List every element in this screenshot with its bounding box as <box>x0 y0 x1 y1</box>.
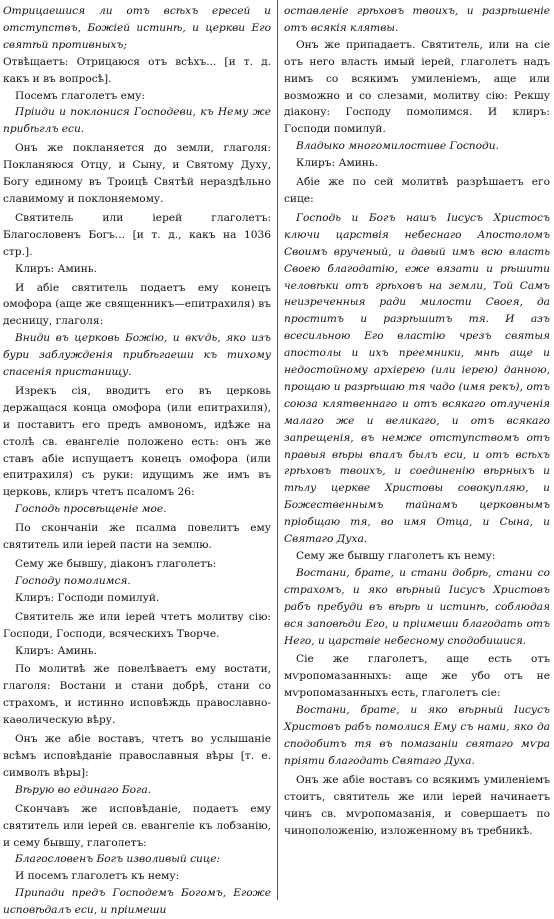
text-line: Востани, брате, и яко вѣрный Іисусъ Христовъ рабъ помолися Ему съ нами, яко да сподобитъ тя въ помазаніи святаго мѵра пріяти благодать Святаго Духа. <box>284 704 550 767</box>
text-line: Отрицаешися ли отъ всѣхъ ересей и отступствъ, Божіей истинѣ, и церкви Его святѣй противныхъ; <box>3 5 271 51</box>
text-line: Святитель или іерей глаголетъ: Благословенъ Богъ... [и т. д., какъ на 1036 стр.]. <box>3 211 271 258</box>
text-line: Пріиди и поклонися Господеви, къ Нему же прибѣглъ еси. <box>3 106 271 136</box>
text-line: Вѣрую во единаго Бога. <box>15 783 152 796</box>
text-line: Владыко многомилостиве Господи. <box>296 140 499 153</box>
text-line: Припади предъ Господемъ Богомъ, Егоже исповѣдалъ еси, и пріимеши <box>3 887 271 917</box>
text-line: По молитвѣ же повелѣваетъ ему востати, глаголя: Востани и стани добрѣ, стани со страхомъ, и истинно исповѣждь православно-каѳолическую вѣру. <box>3 663 271 727</box>
right-column <box>284 3 550 839</box>
text-line: И посемъ глаголетъ къ нему: <box>15 870 180 883</box>
text-line: Господь просвѣщеніе мое. <box>15 503 167 516</box>
text-line: Востани, брате, и стани добрѣ, стани со страхомъ, и яко вѣрный Іисусъ Христовъ рабъ пребуди въ вѣрѣ и истинѣ, соблюдая вся заповѣди Его, и пріимеши благодать отъ Него, и царствіе небесному сподобишися. <box>284 566 550 647</box>
column-divider <box>277 0 278 900</box>
text-line: Сему же бывшу, діаконъ глаголетъ: <box>15 558 217 570</box>
text-line: Отвѣщаетъ: Отрицаюся отъ всѣхъ... [и т. д. какъ и въ вопросѣ]. <box>3 55 271 85</box>
text-line: Господь и Богъ нашъ Іисусъ Христосъ ключи царствія небеснаго Апостоломъ Своимъ врученый, и давый имъ всю власть Своею благодатію, еже вязати и рѣшити человѣки отъ грѣховъ на земли, Той Самъ неизреченныя ради милости Своея, да проститъ и разрѣшитъ тя. И азъ всесильною Его властію чрезъ святыя апостолы и ихъ преемники, мнѣ аще и недостойному архіерею (или іерею) данною, прощаю и разрѣшаю тя чадо (имя рекъ), отъ союза клятвеннаго и отъ всякаго отлученія малаго же и великаго, и отъ всякаго запрещенія, въ немже отступствомъ отъ правыя вѣры впалъ былъ еси, и отъ всѣхъ грѣховъ твоихъ, и соединенію вѣрныхъ и тѣлу церкве Христовы совокупляю, и Божественнымъ тайнамъ церковнымъ пріобщаю тя, во имя Отца, и Сына, и Святаго Духа. <box>284 211 550 546</box>
text-line: Скончавъ же исповѣданіе, подаетъ ему святитель или іерей св. евангеліе къ лобзанію, и сему бывшу, глаголетъ: <box>3 802 271 849</box>
text-line: Абіе же по сей молитвѣ разрѣшаетъ его сице: <box>284 176 550 205</box>
text-line: оставленіе грѣховъ твоихъ, и разрѣшеніе отъ всякія клятвы. <box>284 5 550 34</box>
text-line: Сіе же глаголетъ, аще есть отъ мѵропомазанныхъ: аще же убо отъ не мѵропомазанныхъ есть, глаголетъ сіе: <box>284 653 550 700</box>
text-line: Вниди въ церковь Божію, и вкѵдь, яко изъ бури заблужденія прибѣгаеши къ тихому спасенія пристанищу. <box>3 332 271 379</box>
text-line: По скончаніи же псалма повелитъ ему святитель или іерей пасти на землю. <box>3 522 271 552</box>
text-line: Онъ же абіе воставъ со всякимъ умиленіемъ стоитъ, святитель же или іерей начинаетъ чинъ св. мѵропомазанія, и совершаетъ по чиноположенію, изложенному въ требникѣ. <box>284 773 550 837</box>
text-line: Господу помолимся. <box>15 574 131 587</box>
text-line: Клиръ: Аминь. <box>296 157 378 170</box>
text-line: Клиръ: Аминь. <box>15 262 97 275</box>
text-line: Онъ же покланяется до земли, глаголя: Покланяюся Отцу, и Сыну, и Святому Духу, Богу единому въ Троицѣ Святѣй нераздѣльно славимому и поклоняемому. <box>3 142 271 205</box>
text-line: Изрекъ сія, вводитъ его въ церковь держащася конца омофора (или епитрахиля), и поставитъ его предъ амвономъ, идѣже на столѣ св. евангеліе положено есть: онъ же ставъ абіе испущаетъ конецъ омофора (или епитрахиля) съ руки: идущимъ же имъ въ церковь, клиръ чтетъ псаломъ 26: <box>3 384 271 499</box>
text-line: И абіе святитель подаетъ ему конецъ омофора (аще же священникъ—епитрахиля) въ десницу, глаголя: <box>3 281 271 328</box>
text-line: Онъ же припадаетъ. Святитель, или на сіе отъ него власть имый іерей, глаголетъ надъ нимъ со всякимъ умиленіемъ, аще или возможно и со слезами, молитву сію: Рекшу діакону: Господу помолимся. И клиръ: Господи помилуй. <box>284 38 550 136</box>
text-line: Онъ же абіе воставъ, чтетъ во услышаніе всѣмъ исповѣданіе православныя вѣры [т. е. символъ вѣры]: <box>3 733 271 779</box>
left-column <box>3 3 271 919</box>
text-line: Клиръ: Господи помилуй. <box>15 591 160 604</box>
text-line: Сему же бывшу глаголетъ къ нему: <box>296 550 496 562</box>
text-line: Святитель же или іерей чтетъ молитву сію: Господи, Господи, всяческихъ Творче. <box>3 610 271 640</box>
text-line: Посемъ глаголетъ ему: <box>15 89 145 102</box>
text-line: Клиръ: Аминь. <box>15 644 97 657</box>
text-line: Благословенъ Богъ изволивый сице: <box>15 853 221 866</box>
